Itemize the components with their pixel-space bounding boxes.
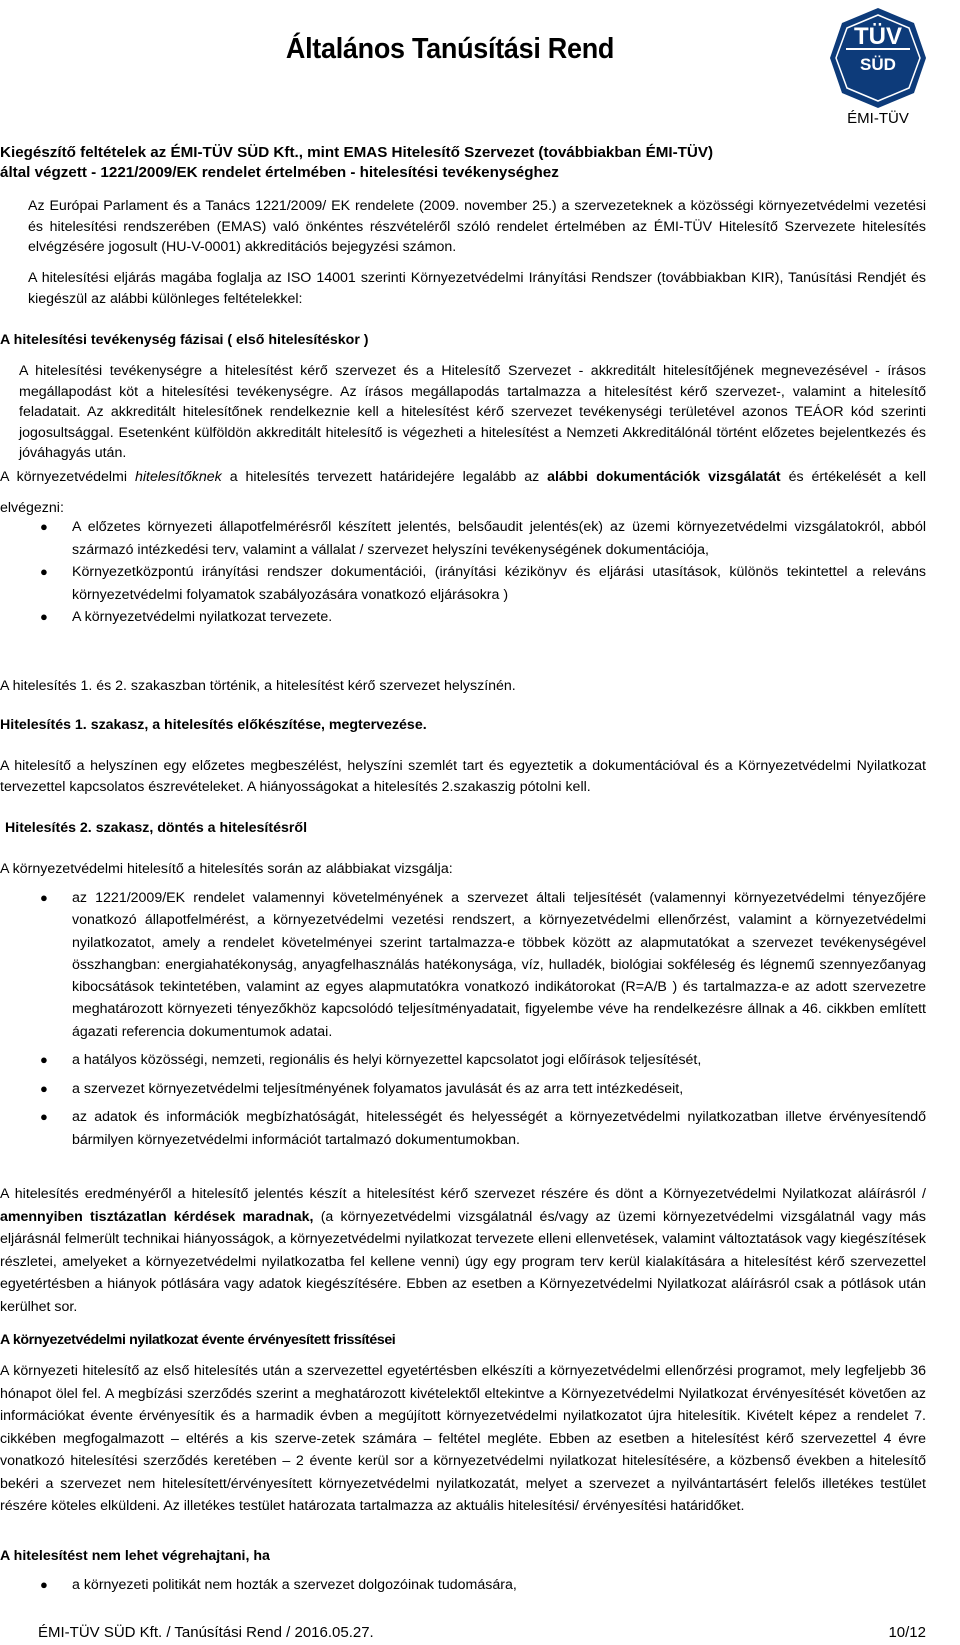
list-item — [0, 561, 926, 606]
section1-paragraph-2 — [0, 462, 926, 524]
bullet-icon: ● — [40, 1080, 48, 1096]
page-title: Általános Tanúsítási Rend — [285, 33, 615, 65]
list-item — [0, 1049, 926, 1072]
list-item-text: A előzetes környezeti állapotfelmérésről készített jelentés, belsőaudit jelentés(ek) az üzemi környezetvédelmi vizsgálatokról, abból származó intézkedési terv, valamint a vállalat / szervezet helyszíni tevékenységének dokumentációja, — [72, 519, 926, 558]
result-paragraph — [0, 1183, 926, 1318]
subheading — [0, 143, 820, 183]
list-item-text: a környezeti politikát nem hozták a szervezet dolgozóinak tudomására, — [72, 1577, 517, 1593]
svg-text:TÜV: TÜV — [854, 23, 902, 50]
list-item-text: az 1221/2009/EK rendelet valamennyi követelményének a szervezet általi teljesítését (valamennyi környezetvédelmi tényezőjére vonatkozó állapotfelmérést, a környezetvédelmi vezetési rendszert, a környezetvédelmi ellenőrzést, valamint a környezetvédelmi nyilatkozatot, amely a rendelet követelményei szerint tartalmazza-e többek között az alapmutatókat a szervezet tevékenységével összhangban: energiahatékonyság, anyagfelhasználás hatékonysága, víz, hulladék, biológiai sokféleség és légnemű szennyezőanyag kibocsátások tekintetében, valamint az egyes alapmutatókra vonatkozó indikátorokat (R=A/B ) és tartalmazza-e az adott szervezetre meghatározott környezeti tényezőkhöz kapcsolódó teljesítményadatait, figyelembe véve ha rendelkezésre állnak a 46. cikkben említett ágazati referencia dokumentumok adatai. — [72, 890, 926, 1040]
list-item — [0, 1574, 926, 1597]
italic-run: hitelesítőknek — [134, 469, 222, 485]
text-run: A hitelesítés eredményéről a hitelesítő jelentés készít a hitelesítést kérő szervezet részére és dönt a Környezetvédelmi Nyilatkozat aláírásról / — [0, 1186, 926, 1202]
intro-paragraph-2: A hitelesítési eljárás magába foglalja az ISO 14001 szerinti Környezetvédelmi Irányítási Rendszer (továbbiakban KIR), Tanúsítási Rendjét és kiegészül az alábbi különleges feltételekkel: — [28, 270, 926, 307]
stage1-heading: Hitelesítés 1. szakasz, a hitelesítés előkészítése, megtervezése. — [0, 717, 427, 733]
subheading-line-1: Kiegészítő feltételek az ÉMI-TÜV SÜD Kft., mint EMAS Hitelesítő Szervezet (továbbiakban ÉMI-TÜV) — [0, 144, 714, 161]
stage2-paragraph: A környezetvédelmi hitelesítő a hitelesítés során az alábbiakat vizsgálja: — [0, 861, 453, 877]
bullet-icon: ● — [40, 1109, 48, 1125]
stage1-paragraph: A hitelesítő a helyszínen egy előzetes megbeszélést, helyszíni szemlét tart és egyeztetik a dokumentációval és a Környezetvédelmi Nyilatkozat tervezettel kapcsolatos észrevételeket. A hiányosságokat a hitelesítés 2.szakaszig pótolni kell. — [0, 758, 926, 795]
footer-left: ÉMI-TÜV SÜD Kft. / Tanúsítási Rend / 2016.05.27. — [38, 1624, 374, 1641]
conditions-list — [0, 1574, 926, 1597]
bullet-icon: ● — [40, 890, 48, 905]
text-run: (a környezetvédelmi vizsgálatnál és/vagy az üzemi környezetvédelmi vizsgálatnál vagy más eljárásnál felmerült technikai hiányosságok, a környezetvédelmi nyilatkozat tervezete elleni ellenvetések, valamint változtatások vagy kiegészítések részletei, amelyeket a környezetvédelmi nyilatkozatba fel kellene venni) úgy egy program terv kerül kialakítására a hitelesítést kérő szervezettel egyetértésben a hiányok pótlására vagy adatok kiegészítésére. Ebben az esetben a Környezetvédelmi Nyilatkozat aláírásról csak a pótlások után kerülhet sor. — [0, 1208, 926, 1315]
list-item — [0, 606, 926, 629]
annual-paragraph: A környezeti hitelesítő az első hitelesítés után a szervezettel egyetértésben elkészíti a környezetvédelmi ellenőrzési programot, mely legfeljebb 36 hónapot ölel fel. A megbízási szerződés szerint a meghatározott kivételektől eltekintve a Környezetvédelmi Nyilatkozat érvényesítését követően az információkat évente érvényesítik és a harmadik évben a megújított környezetvédelmi nyilatkozatot újra hitelesítik. Kivételt képez a rendelet 7. cikkében megfogalmazott – eltérés a kis szerve-zetek számára – feltétel megléte. Ebben az esetben a hitelesítést kérő szervezettel 4 évre vonatkozó hitelesítési szerződés keretében – 2 évente kerül sor a környezetvédelmi nyilatkozat hitelesítésére, a közbenső években a hitelesítő bekéri a szervezet nem hitelesített/érvényesített környezetvédelmi nyilatkozatát, melyet a szervezet a nyilvántartásért felelős illetékes testület részére köteles elküldeni. Az illetékes testület határozata tartalmazza az aktuális hitelesítési/ érvényesítési határidőket. — [0, 1363, 926, 1514]
cannot-heading: A hitelesítést nem lehet végrehajtani, ha — [0, 1548, 270, 1564]
list-item-text: a szervezet környezetvédelmi teljesítményének folyamatos javulását és az arra tett intézkedéseit, — [72, 1080, 684, 1097]
stage2-heading: Hitelesítés 2. szakasz, döntés a hitelesítésről — [5, 820, 308, 836]
bullet-icon: ● — [40, 564, 48, 579]
bullet-icon: ● — [40, 1052, 48, 1068]
text-run: A környezetvédelmi — [0, 469, 135, 485]
svg-text:SÜD: SÜD — [860, 55, 896, 74]
list-item-text: Környezetközpontú irányítási rendszer dokumentációi, (irányítási kézikönyv és eljárási utasítások, különös tekintettel a releváns környezetvédelmi folyamatok szabályozására vonatkozó eljárásokra ) — [72, 564, 926, 603]
list-item-text: az adatok és információk megbízhatóságát, hitelességét és helyességét a környezetvédelmi nyilatkozatban illetve érvényesítendő bármilyen környezetvédelmi információt tartalmazó dokumentumokban. — [72, 1109, 926, 1148]
list-item — [0, 1106, 926, 1151]
intro-paragraph-1: Az Európai Parlament és a Tanács 1221/2009/ EK rendelete (2009. november 25.) a szervezeteknek a közösségi környezetvédelmi vezetési és hitelesítési rendszerében (EMAS) való önkéntes részvételéről szóló rendelet értelmében az ÉMI-TÜV Hitelesítő Szervezete hitelesítés elvégzésére jogosult (HU-V-0001) akkreditációs bejegyzési számon. — [28, 198, 926, 255]
bullet-icon: ● — [40, 519, 48, 534]
bold-run: amennyiben tisztázatlan kérdések maradnak, — [0, 1208, 314, 1225]
list-item — [0, 516, 926, 561]
list-item-text: A környezetvédelmi nyilatkozat tervezete. — [72, 609, 333, 625]
text-run: a hitelesítés tervezett határidejére legalább az — [221, 469, 548, 485]
verification-list — [0, 887, 926, 1151]
documentation-list — [0, 516, 926, 629]
section1-paragraph: A hitelesítési tevékenységre a hitelesítést kérő szervezet és a Hitelesítő Szervezet - akkreditált hitelesítőjének megnevezésével - írásos megállapodást köt a hitelesítési tevékenységre. Az írásos megállapodás tartalmazza a hitelesítést kérő szervezet-, valamint a hitelesítő feladatait. Az akkreditált hitelesítőnek rendelkeznie kell a hitelesítést kérő szervezet tevékenységi területével azonos TEÁOR kód szerinti jogosultsággal. Esetenként külföldön akkreditált hitelesítő is végezheti a hitelesítést a Nemzeti Akkreditálónál történt előzetes bejelentkezés és jóváhagyás után. — [19, 363, 926, 461]
bold-run: alábbi dokumentációk vizsgálatát — [547, 469, 781, 485]
list-item — [0, 1078, 926, 1101]
bullet-icon: ● — [40, 1577, 48, 1592]
page-number: 10/12 — [888, 1624, 926, 1641]
text-run: és értékelését a kell elvégezni: — [0, 469, 926, 516]
bullet-icon: ● — [40, 609, 48, 624]
annual-heading: A környezetvédelmi nyilatkozat évente érvényesített frissítései — [0, 1332, 396, 1348]
logo-caption: ÉMI-TÜV — [847, 110, 909, 127]
subheading-line-2: által végzett - 1221/2009/EK rendelet értelmében - hitelesítési tevékenységhez — [0, 164, 559, 181]
section-heading-phases: A hitelesítési tevékenység fázisai ( első hitelesítéskor ) — [0, 332, 369, 348]
stages-paragraph: A hitelesítés 1. és 2. szakaszban történik, a hitelesítést kérő szervezet helyszínén. — [0, 678, 516, 694]
list-item-text: a hatályos közösségi, nemzeti, regionális és helyi környezettel kapcsolatot jogi előírások teljesítését, — [72, 1052, 702, 1069]
list-item — [0, 887, 926, 1043]
